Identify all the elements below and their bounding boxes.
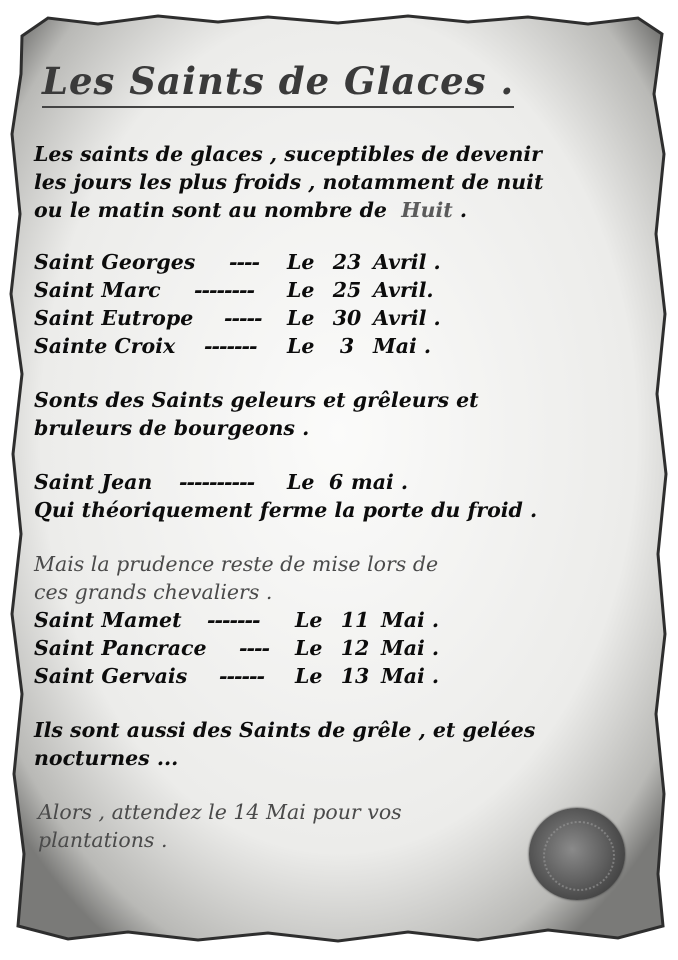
intro-line: les jours les plus froids , notamment de nuit xyxy=(34,170,544,194)
grele-paragraph xyxy=(34,716,634,772)
seal-emblem xyxy=(543,821,615,891)
prudence-line: Mais la prudence reste de mise lors de xyxy=(34,552,439,576)
intro-paragraph xyxy=(34,140,634,224)
saint-row: Saint Gervais ------ Le 13 Mai . xyxy=(34,664,440,688)
intro-emphasis: Huit xyxy=(401,198,453,222)
page-title: Les Saints de Glaces . xyxy=(34,56,634,108)
jean-row: Saint Jean ---------- Le 6 mai . xyxy=(34,470,409,494)
intro-line: ou le matin sont au nombre de Huit . xyxy=(34,198,468,222)
prudence-paragraph xyxy=(34,550,634,606)
saint-row: Saint Marc -------- Le 25 Avril. xyxy=(34,278,434,302)
geleurs-line: Sonts des Saints geleurs et grêleurs et xyxy=(34,388,479,412)
grele-line: nocturnes ... xyxy=(34,746,179,770)
second-saints-list xyxy=(34,606,634,690)
saint-row: Sainte Croix ------- Le 3 Mai . xyxy=(34,334,432,358)
intro-line: Les saints de glaces , suceptibles de devenir xyxy=(34,142,542,166)
saint-row: Saint Mamet ------- Le 11 Mai . xyxy=(34,608,440,632)
wax-seal-icon xyxy=(529,808,625,900)
saint-row: Saint Pancrace ---- Le 12 Mai . xyxy=(34,636,440,660)
document-content xyxy=(34,56,634,854)
alors-line: Alors , attendez le 14 Mai pour vos xyxy=(38,800,402,824)
geleurs-line: bruleurs de bourgeons . xyxy=(34,416,310,440)
grele-line: Ils sont aussi des Saints de grêle , et gelées xyxy=(34,718,536,742)
alors-line: plantations . xyxy=(38,828,168,852)
jean-note: Qui théoriquement ferme la porte du froid . xyxy=(34,498,538,522)
saint-row: Saint Eutrope ----- Le 30 Avril . xyxy=(34,306,441,330)
geleurs-paragraph xyxy=(34,386,634,442)
prudence-line: ces grands chevaliers . xyxy=(34,580,273,604)
first-saints-list xyxy=(34,248,634,360)
saint-row: Saint Georges ---- Le 23 Avril . xyxy=(34,250,441,274)
